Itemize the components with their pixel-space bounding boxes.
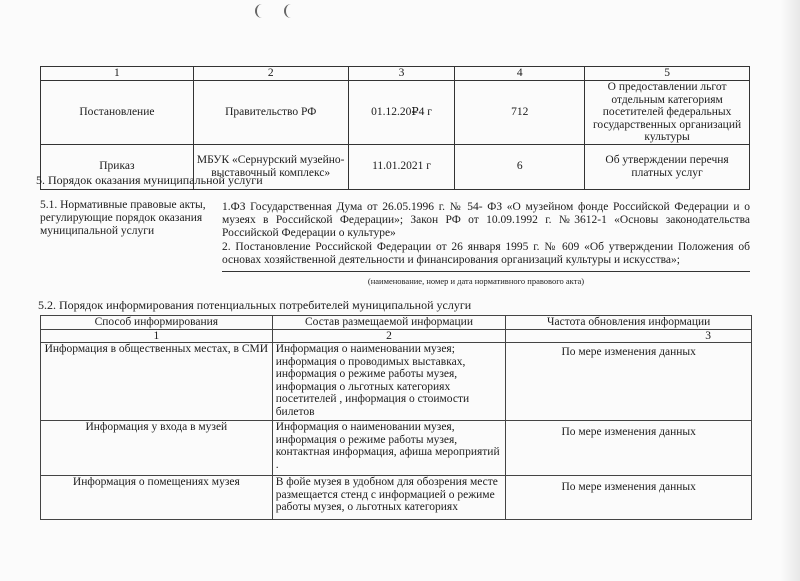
table-cell: В фойе музея в удобном для обозрения месте размещается стенд с информацией о режиме работы музея, о льготных категориях [272, 476, 506, 520]
header-cell: Способ информирования [41, 316, 273, 330]
table-cell: Информация о наименовании музея; информация о проводимых выставках, информация о режиме работы музея, информация о льготных категориях посетителей , информация о стоимости билетов [272, 343, 506, 421]
header-cell: Частота обновления информации [506, 316, 752, 330]
information-table [40, 315, 752, 520]
table-cell: 11.01.2021 г [348, 144, 455, 189]
section-5-1-label: 5.1. Нормативные правовые акты, регулирующие порядок оказания муниципальной услуги [40, 199, 206, 237]
column-number: 2 [272, 329, 506, 343]
table-row [41, 476, 752, 520]
page-edge-shadow [780, 0, 800, 581]
section-5-1-act-2: 2. Постановление Российской Федерации от 26 января 1995 г. № 609 «Об утверждении Положения об основах хозяйственной деятельности и финансирования организаций культуры и искусства»; [222, 241, 750, 266]
header-cell: 1 [41, 67, 194, 81]
signature-line [222, 271, 750, 272]
table-cell: Информация о наименовании музея, информация о режиме работы музея, контактная информация, афиша мероприятий . [272, 421, 506, 476]
table-cell: Информация в общественных местах, в СМИ [41, 343, 273, 421]
table-cell: Постановление [41, 81, 194, 145]
header-cell: Состав размещаемой информации [272, 316, 506, 330]
header-cell: 3 [348, 67, 455, 81]
table-cell: Информация у входа в музей [41, 421, 273, 476]
legal-acts-table [40, 66, 750, 190]
table-cell: По мере изменения данных [506, 421, 752, 476]
binder-mark-right [284, 4, 296, 18]
table-number-row [41, 329, 752, 343]
act-caption: (наименование, номер и дата нормативного правового акта) [367, 276, 585, 286]
table-header-row [41, 316, 752, 330]
table-cell: О предоставлении льгот отдельным категориям посетителей федеральных государственных организаций культуры [585, 81, 750, 145]
table-row [41, 421, 752, 476]
section-5-title: 5. Порядок оказания муниципальной услуги [36, 173, 263, 187]
section-5-2-title: 5.2. Порядок информирования потенциальных потребителей муниципальной услуги [38, 298, 472, 312]
column-number: 3 [506, 329, 752, 343]
table-cell: МБУК «Сернурский музейно-выставочный комплекс» [193, 144, 348, 189]
header-cell: 4 [455, 67, 585, 81]
table-cell: 6 [455, 144, 585, 189]
binder-mark-left [255, 4, 267, 18]
table-cell: Об утверждении перечня платных услуг [585, 144, 750, 189]
table-cell: Информация о помещениях музея [41, 476, 273, 520]
table-row [41, 343, 752, 421]
table-header-row [41, 67, 750, 81]
table-cell: 712 [455, 81, 585, 145]
table-row [41, 81, 750, 145]
table-cell: Правительство РФ [193, 81, 348, 145]
table-cell: Приказ [41, 144, 194, 189]
section-5-1-act-1: 1.ФЗ Государственная Дума от 26.05.1996 г. № 54- ФЗ «О музейном фонде Российской Федерации и о музеях в Российской Федерации»; Закон РФ от 10.09.1992 г. №3612-1 «Основы законодательства Российской Федерации о культуре» [222, 201, 750, 239]
table-cell: По мере изменения данных [506, 476, 752, 520]
table-cell: 01.12.20₽4 г [348, 81, 455, 145]
column-number: 1 [41, 329, 273, 343]
header-cell: 2 [193, 67, 348, 81]
header-cell: 5 [585, 67, 750, 81]
table-cell: По мере изменения данных [506, 343, 752, 421]
